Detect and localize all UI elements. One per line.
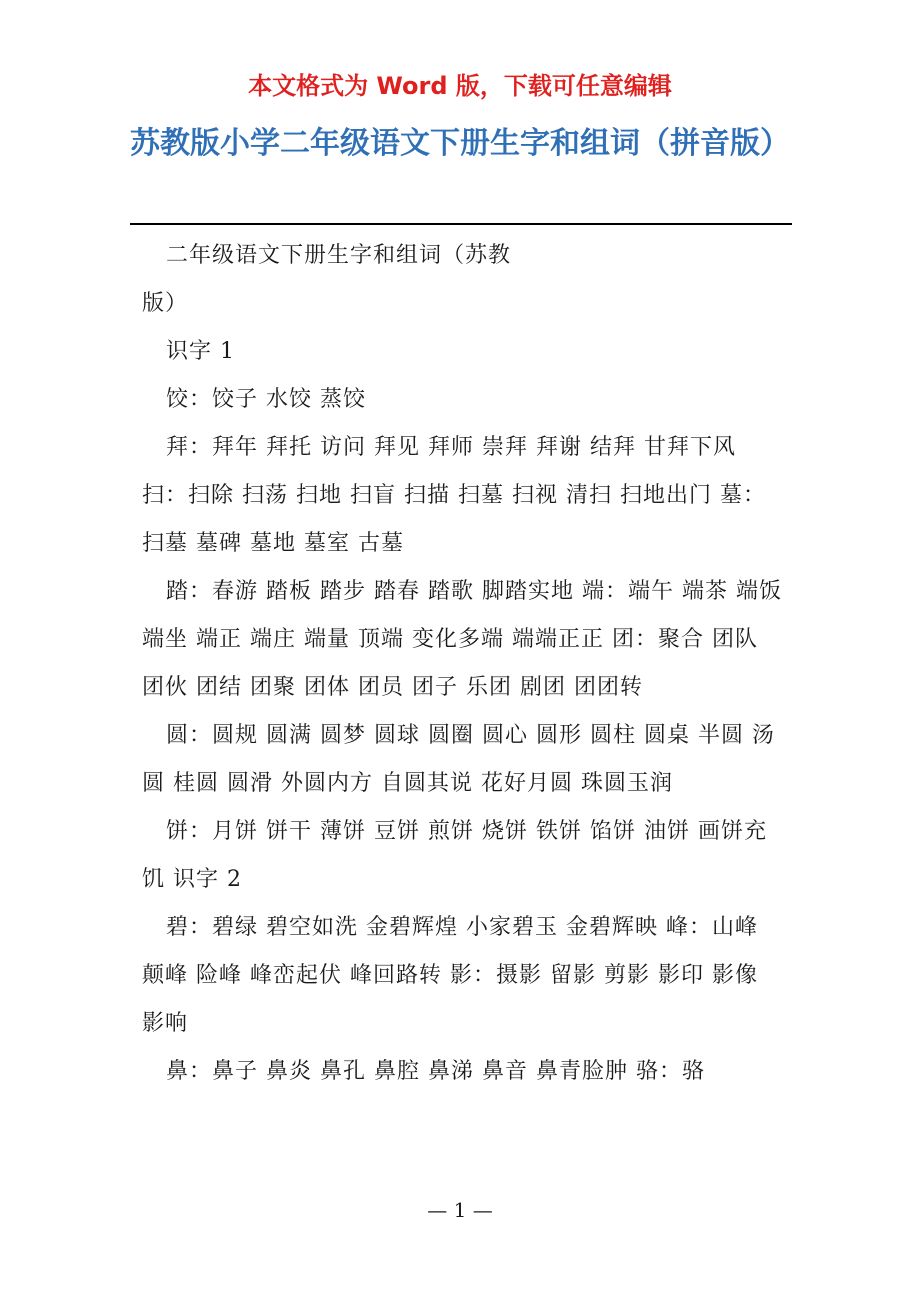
word-group-paragraph: 踏：春游 踏板 踏步 踏春 踏歌 脚踏实地 端：端午 端茶 端饭 端坐 端正 端庄 端量 顶端 变化多端 端端正正 团：聚合 团队 团伙 团结 团聚 团体 团员 团子 乐团 剧团 团团转 (142, 579, 782, 700)
document-body (142, 232, 782, 1096)
lesson-heading: 识字 1 (166, 339, 235, 364)
document-title: 苏教版小学二年级语文下册生字和组词（拼音版） (130, 126, 790, 161)
section-heading: 二年级语文下册生字和组词（苏教版） (142, 243, 512, 316)
title-divider (130, 223, 792, 225)
word-format-notice: 本文格式为 Word 版，下载可任意编辑 (248, 72, 672, 100)
word-group-paragraph: 鼻：鼻子 鼻炎 鼻孔 鼻腔 鼻涕 鼻音 鼻青脸肿 骆：骆 (166, 1059, 705, 1084)
word-group-paragraph: 拜：拜年 拜托 访问 拜见 拜师 崇拜 拜谢 结拜 甘拜下风 扫：扫除 扫荡 扫地 扫盲 扫描 扫墓 扫视 清扫 扫地出门 墓：扫墓 墓碑 墓地 墓室 古墓 (142, 435, 766, 556)
word-group-paragraph: 碧：碧绿 碧空如洗 金碧辉煌 小家碧玉 金碧辉映 峰：山峰 颠峰 险峰 峰峦起伏 峰回路转 影：摄影 留影 剪影 影印 影像 影响 (142, 915, 758, 1036)
page-number: — 1 — (427, 1198, 493, 1222)
word-group-paragraph: 圆：圆规 圆满 圆梦 圆球 圆圈 圆心 圆形 圆柱 圆桌 半圆 汤圆 桂圆 圆滑 外圆内方 自圆其说 花好月圆 珠圆玉润 (142, 723, 775, 796)
word-group-paragraph: 饺：饺子 水饺 蒸饺 (166, 387, 366, 412)
word-group-paragraph: 饼：月饼 饼干 薄饼 豆饼 煎饼 烧饼 铁饼 馅饼 油饼 画饼充饥 识字 2 (142, 819, 767, 892)
